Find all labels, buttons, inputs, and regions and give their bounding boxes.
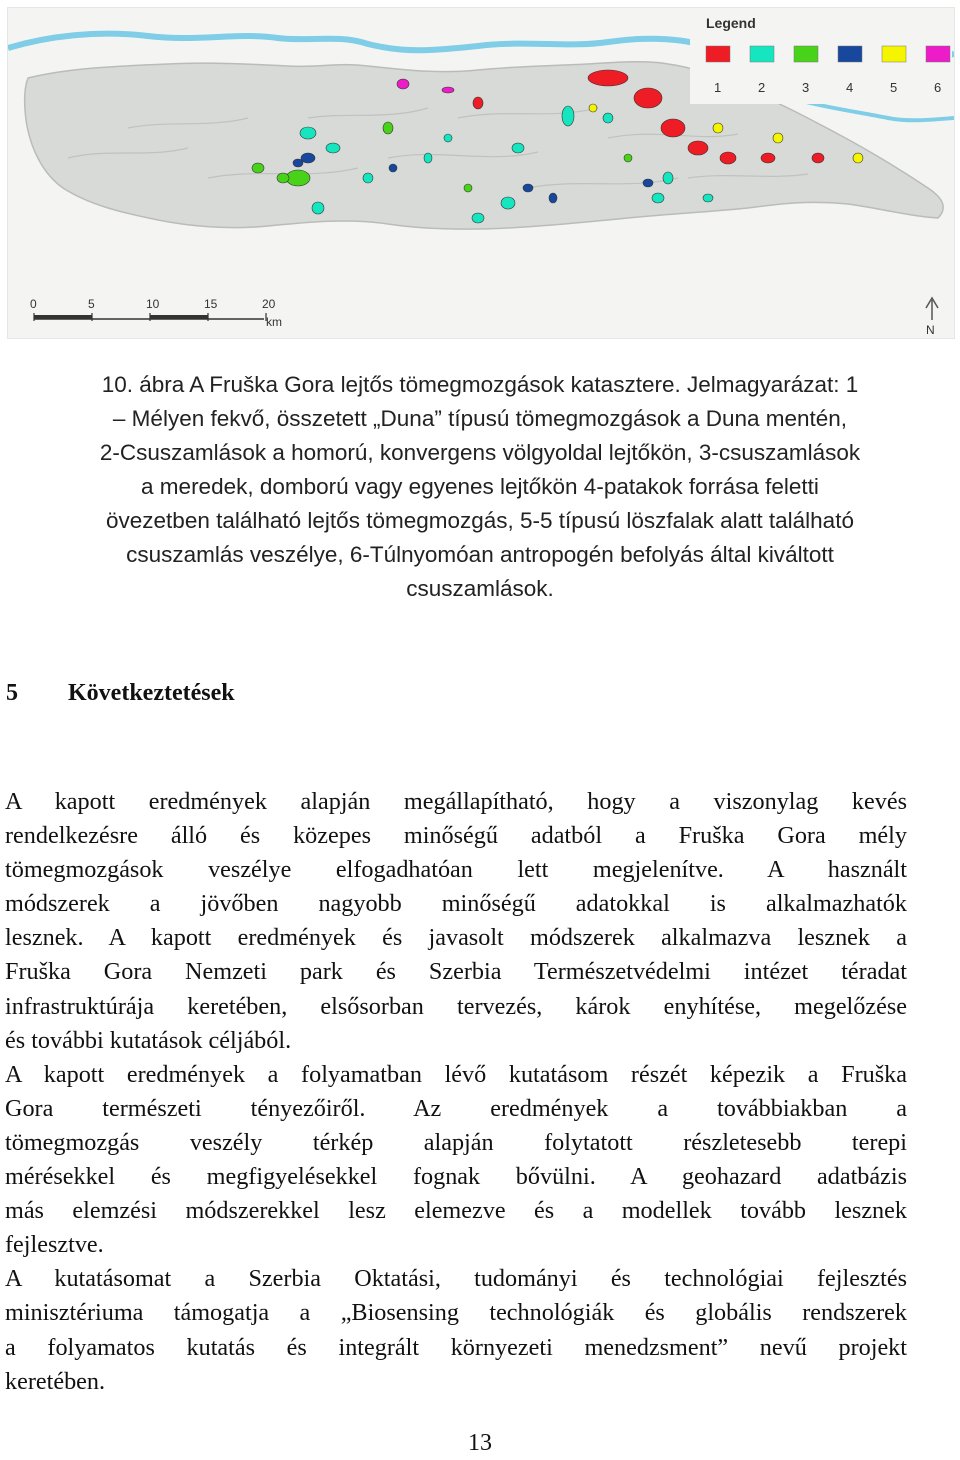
caption-line: 2-Csuszamlások a homorú, konvergens völgyoldal lejtőkön, 3-csuszamlások [99,440,861,465]
scale-tick-label: 0 [30,297,37,311]
body-line: A kutatásomat a Szerbia Oktatási, tudományi és technológiai fejlesztés [5,1265,907,1293]
landslide-polygon [643,179,653,187]
map-legend [690,10,952,104]
body-line: módszerek a jövőben nagyobb minőségű adatokkal is alkalmazhatók [5,890,907,918]
body-line: rendelkezésre álló és közepes minőségű adatból a Fruška Gora mély [5,822,907,850]
landslide-polygon [501,197,515,209]
caption-line: övezetben található lejtős tömegmozgás, 5-5 típusú löszfalak alatt található [106,508,854,533]
legend-label: 1 [714,80,722,95]
legend-swatch [882,46,906,62]
landslide-polygon [286,170,310,186]
section-number: 5 [6,680,18,706]
legend-swatch [838,46,862,62]
landslide-polygon [761,153,775,163]
landslide-polygon [444,134,452,142]
legend-title: Legend [706,15,756,31]
body-line: a folyamatos kutatás és integrált környezeti menedzsment” nevű projekt [5,1333,907,1361]
body-line: infrastruktúrája keretében, elsősorban tervezés, károk enyhítése, megelőzése [5,992,907,1020]
scale-tick-label: 5 [88,297,95,311]
body-line: tömegmozgás veszély térkép alapján folytatott részletesebb terepi [5,1128,907,1156]
body-text [5,785,907,1399]
scale-segment [150,315,208,319]
landslide-polygon [383,122,393,134]
body-line: minisztériuma támogatja a „Biosensing technológiák és globális rendszerek [5,1299,907,1327]
body-line: fejlesztve. [5,1231,104,1259]
caption-line: – Mélyen fekvő, összetett „Duna” típusú tömegmozgások a Duna mentén, [112,406,848,431]
landslide-map-figure [7,7,955,339]
landslide-polygon [713,123,723,133]
landslide-polygon [301,153,315,163]
landslide-polygon [326,143,340,153]
caption-line: 10. ábra A Fruška Gora lejtős tömegmozgások katasztere. Jelmagyarázat: 1 [101,372,859,397]
landslide-polygon [300,127,316,139]
section-title: Következtetések [68,680,235,706]
landslide-polygon [589,104,597,112]
landslide-polygon [512,143,524,153]
landslide-polygon [442,87,454,93]
caption-line: csuszamlások. [406,576,554,601]
legend-label: 6 [934,80,942,95]
scale-tick-label: 15 [204,297,218,311]
north-label: N [926,323,935,337]
body-line: lesznek. A kapott eredmények és javasolt módszerek alkalmazva lesznek a [5,924,907,952]
landslide-polygon [424,153,432,163]
body-line: más elemzési módszerekkel lesz elemezve és a modellek tovább lesznek [5,1197,907,1225]
legend-swatch [750,46,774,62]
map-canvas [8,8,954,338]
landslide-polygon [252,163,264,173]
landslide-polygon [688,141,708,155]
landslide-polygon [389,164,397,172]
landslide-polygon [703,194,713,202]
landslide-polygon [812,153,824,163]
landslide-polygon [397,79,409,89]
landslide-polygon [661,119,685,137]
landslide-polygon [363,173,373,183]
landslide-polygon [277,173,289,183]
landslide-polygon [549,193,557,203]
landslide-polygon [293,159,303,167]
landslide-polygon [473,97,483,109]
legend-swatch [794,46,818,62]
figure-caption [0,368,960,606]
scale-unit: km [266,315,282,329]
landslide-polygon [720,152,736,164]
scale-tick-label: 10 [146,297,160,311]
body-line: A kapott eredmények alapján megállapítható, hogy a viszonylag kevés [5,788,907,815]
body-line: Fruška Gora Nemzeti park és Szerbia Természetvédelmi intézet téradat [5,958,907,986]
legend-swatch [926,46,950,62]
body-line: és további kutatások céljából. [5,1026,292,1054]
caption-line: csuszamlás veszélye, 6-Túlnyomóan antropogén befolyás által kiváltott [126,542,834,567]
landslide-polygon [562,106,574,126]
page-number: 13 [468,1430,492,1456]
landslide-polygon [624,154,632,162]
body-line: mérésekkel és megfigyelésekkel fognak bővülni. A geohazard adatbázis [5,1163,907,1191]
legend-label: 3 [802,80,810,95]
legend-label: 5 [890,80,898,95]
scale-segment [34,315,92,319]
body-line: tömegmozgások veszélye elfogadhatóan lett megjelenítve. A használt [5,856,907,884]
legend-swatch [706,46,730,62]
landslide-polygon [652,193,664,203]
landslide-polygon [663,172,673,184]
landslide-polygon [634,88,662,108]
landslide-polygon [773,133,783,143]
landslide-polygon [603,113,613,123]
landslide-polygon [472,213,484,223]
landslide-polygon [853,153,863,163]
landslide-polygon [523,184,533,192]
legend-label: 2 [758,80,766,95]
body-line: Gora természeti tényezőiről. Az eredmények a továbbiakban a [5,1094,907,1122]
caption-line: a meredek, domború vagy egyenes lejtőkön 4-patakok forrása feletti [141,474,819,499]
scale-tick-label: 20 [262,297,276,311]
legend-label: 4 [846,80,854,95]
landslide-polygon [464,184,472,192]
landslide-polygon [588,70,628,86]
body-line: keretében. [5,1367,106,1395]
landslide-polygon [312,202,324,214]
body-line: A kapott eredmények a folyamatban lévő kutatásom részét képezik a Fruška [5,1060,907,1088]
